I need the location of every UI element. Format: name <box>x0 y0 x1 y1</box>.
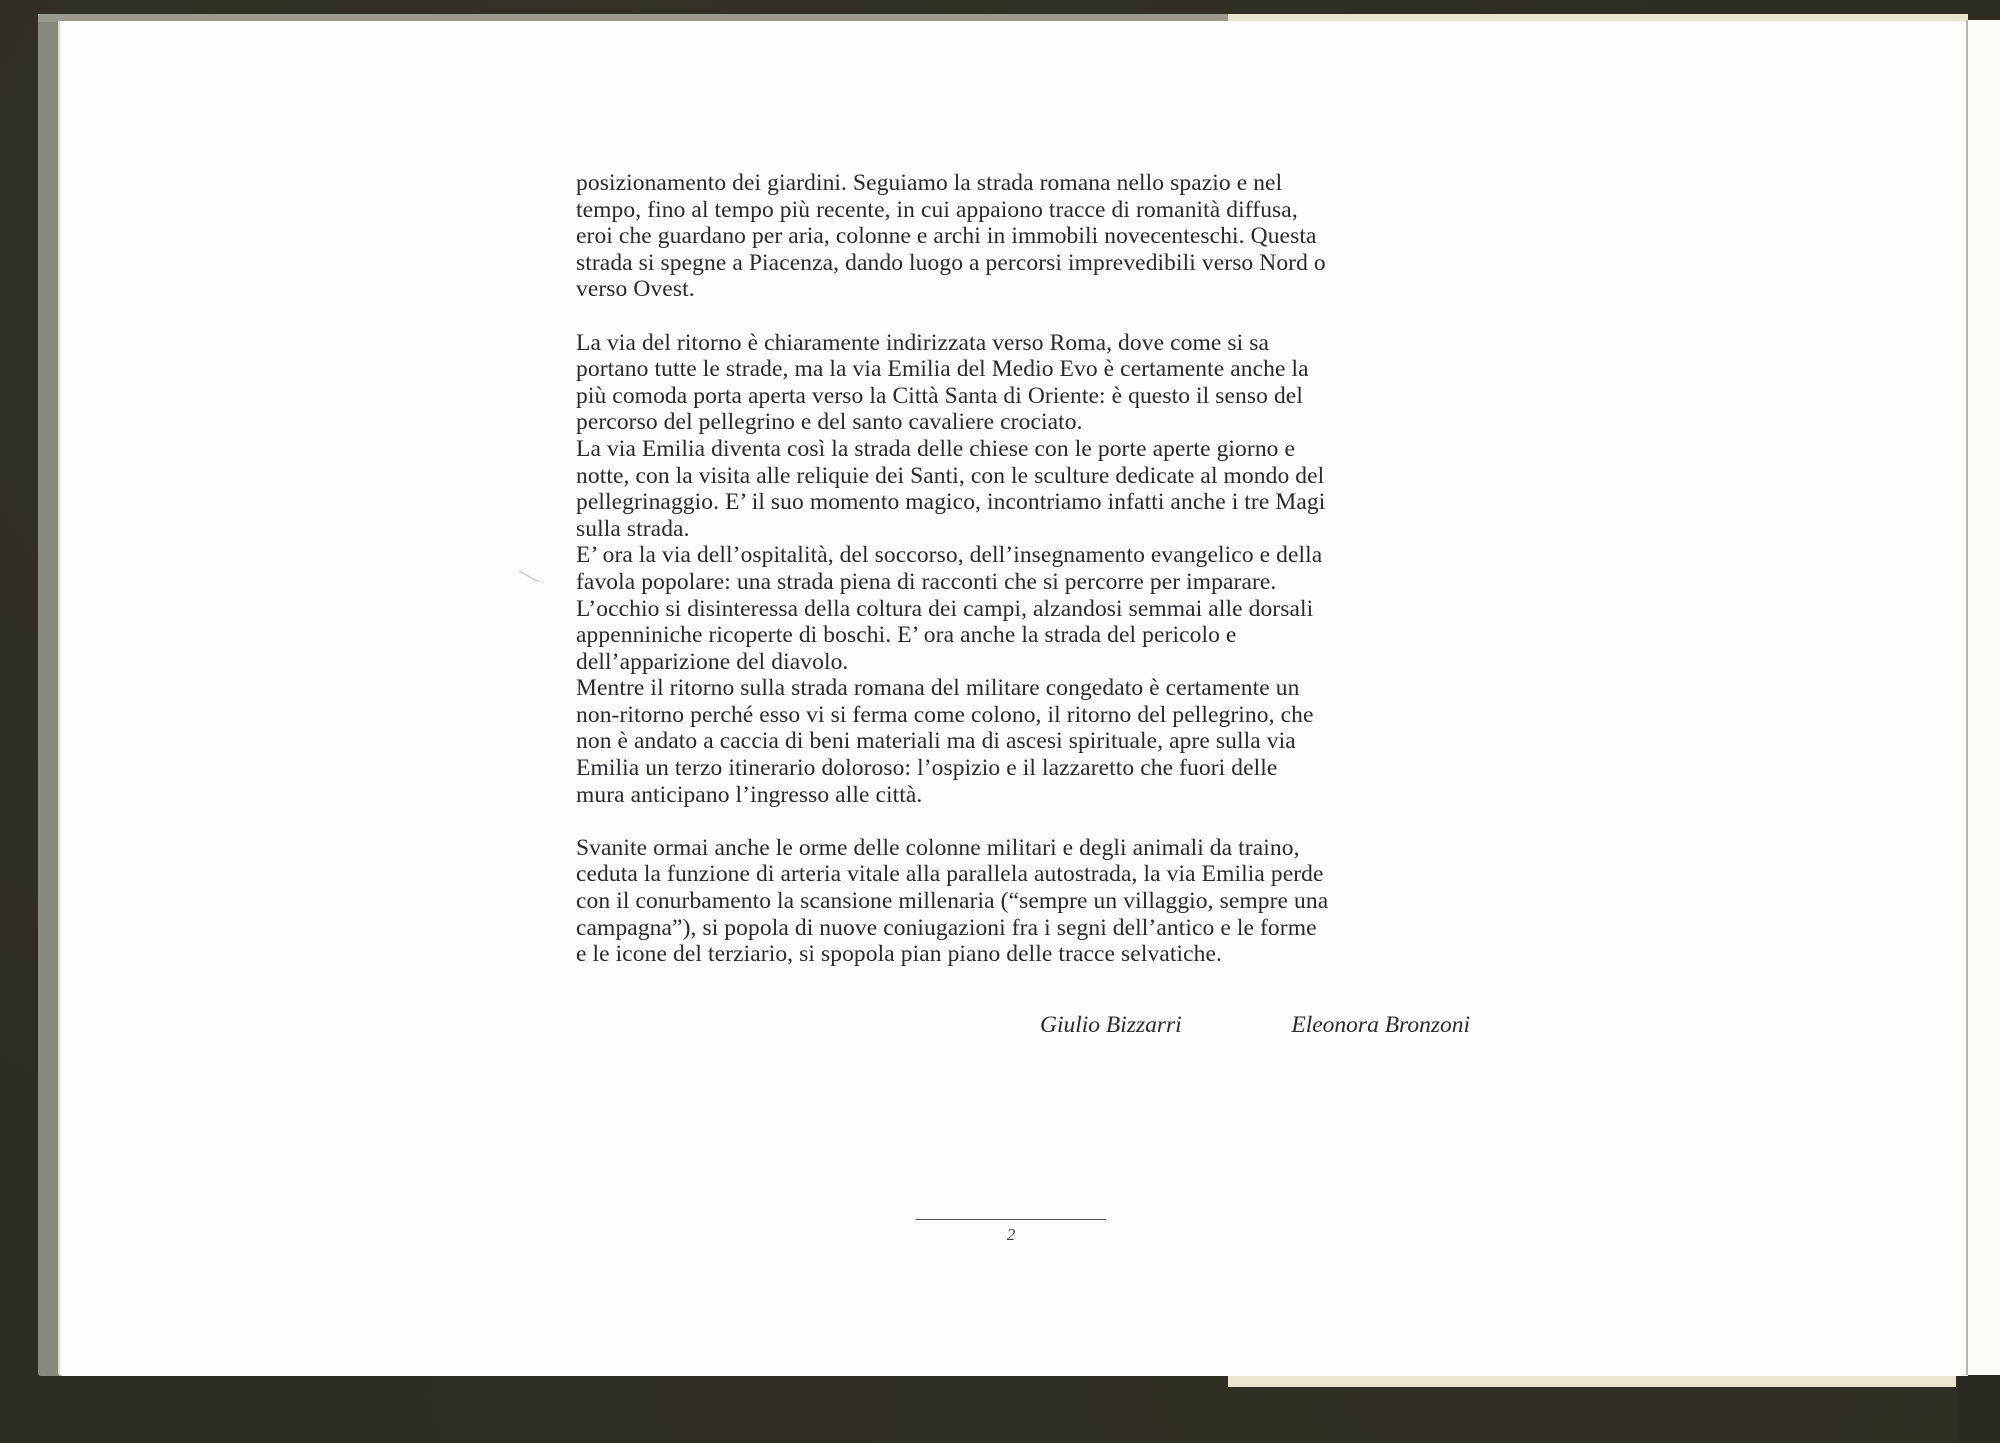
text-line: più comoda porta aperta verso la Città Santa di Oriente: è questo il senso del <box>576 382 1303 409</box>
text-line: e le icone del terziario, si spopola pian piano delle tracce selvatiche. <box>576 941 1222 968</box>
text-line: portano tutte le strade, ma la via Emilia del Medio Evo è certamente anche la <box>576 356 1309 383</box>
text-line: campagna”), si popola di nuove coniugazioni fra i segni dell’antico e le forme <box>576 914 1317 941</box>
text-line: E’ ora la via dell’ospitalità, del soccorso, dell’insegnamento evangelico e della <box>576 542 1323 569</box>
scan-background-corner <box>1958 1370 2000 1443</box>
text-line: sulla strada. <box>576 515 690 542</box>
page-number: 2 <box>1006 1225 1016 1244</box>
paragraph-3 <box>576 436 1486 542</box>
text-line: ceduta la funzione di arteria vitale alla parallela autostrada, la via Emilia perde <box>576 861 1324 888</box>
text-line: mura anticipano l’ingresso alle città. <box>576 781 923 808</box>
paragraph-5 <box>576 675 1486 808</box>
next-page-edge <box>1966 20 2000 1375</box>
text-line: tempo, fino al tempo più recente, in cui appaiono tracce di romanità diffusa, <box>576 196 1298 223</box>
footer-rule <box>916 1219 1106 1220</box>
text-line: strada si spegne a Piacenza, dando luogo a percorsi imprevedibili verso Nord o <box>576 249 1326 276</box>
text-line: La via Emilia diventa così la strada delle chiese con le porte aperte giorno e <box>576 435 1296 462</box>
text-line: eroi che guardano per aria, colonne e archi in immobili novecenteschi. Questa <box>576 223 1317 250</box>
text-line: La via del ritorno è chiaramente indirizzata verso Roma, dove come si sa <box>576 329 1270 356</box>
paragraph-6 <box>576 835 1486 968</box>
text-line: notte, con la visita alle reliquie dei Santi, con le sculture dedicate al mondo del <box>576 462 1325 489</box>
text-line: L’occhio si disinteressa della coltura dei campi, alzandosi semmai alle dorsali <box>576 595 1314 622</box>
author-name: Eleonora Bronzoni <box>1291 1012 1470 1038</box>
text-line: non-ritorno perché esso vi si ferma come colono, il ritorno del pellegrino, che <box>576 701 1314 728</box>
paragraph-2 <box>576 330 1486 436</box>
body-text <box>576 170 1486 968</box>
text-line: con il conurbamento la scansione millenaria (“sempre un villaggio, sempre una <box>576 888 1329 915</box>
page-stack-edge-bottom <box>1228 1375 1956 1387</box>
text-line: pellegrinaggio. E’ il suo momento magico, incontriamo infatti anche i tre Magi <box>576 489 1326 516</box>
text-line: Svanite ormai anche le orme delle colonne militari e degli animali da traino, <box>576 834 1300 861</box>
author-signatures <box>1040 1012 1470 1039</box>
text-line: verso Ovest. <box>576 276 695 303</box>
text-line: appenniniche ricoperte di boschi. E’ ora anche la strada del pericolo e <box>576 622 1237 649</box>
text-line: percorso del pellegrino e del santo cavaliere crociato. <box>576 409 1083 436</box>
paragraph-4 <box>576 542 1486 675</box>
author-name: Giulio Bizzarri <box>1040 1012 1182 1038</box>
text-line: dell’apparizione del diavolo. <box>576 648 849 675</box>
paragraph-1 <box>576 170 1486 303</box>
text-line: non è andato a caccia di beni materiali ma di ascesi spirituale, apre sulla via <box>576 728 1296 755</box>
text-line: posizionamento dei giardini. Seguiamo la strada romana nello spazio e nel <box>576 170 1283 196</box>
text-line: Mentre il ritorno sulla strada romana del militare congedato è certamente un <box>576 675 1300 702</box>
text-line: Emilia un terzo itinerario doloroso: l’ospizio e il lazzaretto che fuori delle <box>576 755 1278 782</box>
text-line: favola popolare: una strada piena di racconti che si percorre per imparare. <box>576 568 1277 595</box>
